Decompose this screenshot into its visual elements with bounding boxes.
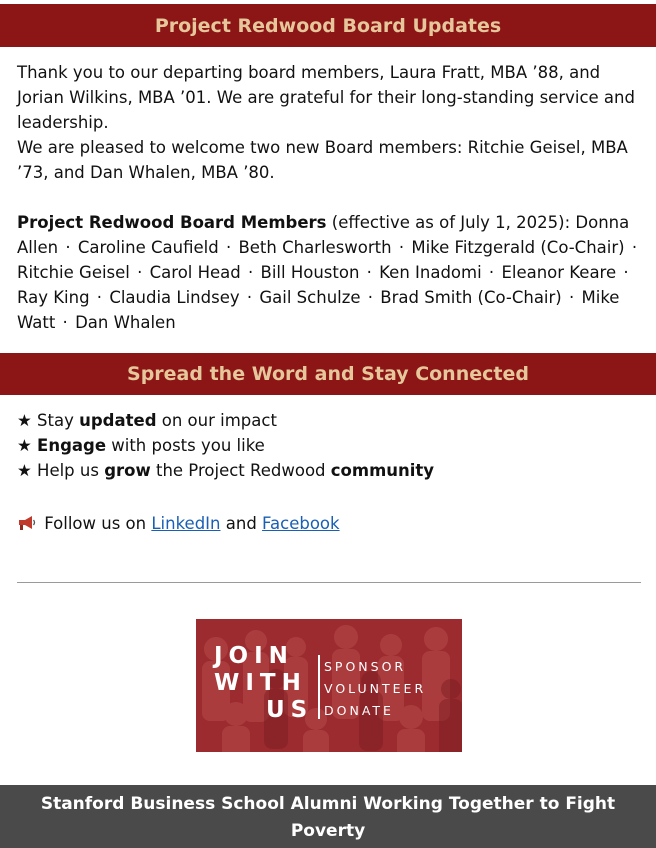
facebook-link[interactable]: Facebook [262, 514, 340, 533]
linkedin-link[interactable]: LinkedIn [151, 514, 221, 533]
connect-bullets [17, 408, 647, 483]
thanks-paragraph: Thank you to our departing board members, Laura Fratt, MBA ’88, and Jorian Wilkins, MBA ’01. We are grateful for their long-standing service and leadership. [17, 63, 635, 132]
members-paragraph [17, 210, 647, 335]
separator-dot: · [241, 288, 258, 307]
board-member-name: Ray King [17, 288, 90, 307]
bullet-bold-text: community [330, 461, 435, 480]
join-with-us-banner[interactable] [196, 619, 462, 752]
star-icon: ★ [17, 411, 32, 430]
board-member-name: Donna Allen [17, 213, 630, 257]
separator-dot: · [131, 263, 148, 282]
bullet-text: the Project Redwood [150, 461, 331, 480]
separator-dot: · [483, 263, 500, 282]
board-member-name: Mike Fitzgerald (Co-Chair) [411, 238, 625, 257]
separator-dot: · [563, 288, 580, 307]
board-member-name: Carol Head [149, 263, 241, 282]
bullet-text: with posts you like [106, 436, 265, 455]
board-member-name: Gail Schulze [259, 288, 361, 307]
join-action-sponsor: SPONSOR [324, 659, 407, 674]
board-member-name: Claudia Lindsey [109, 288, 240, 307]
board-member-name: Eleanor Keare [501, 263, 617, 282]
board-member-name: Mike Watt [17, 288, 620, 332]
join-actions-text [324, 656, 426, 722]
separator-dot: · [626, 238, 638, 257]
board-member-name: Ken Inadomi [379, 263, 482, 282]
members-heading: Project Redwood Board Members [17, 213, 327, 232]
join-action-volunteer: VOLUNTEER [324, 681, 427, 696]
board-updates-header [0, 4, 656, 47]
board-member-name: Bill Houston [260, 263, 360, 282]
follow-line [17, 511, 340, 539]
board-member-name: Beth Charlesworth [238, 238, 392, 257]
board-member-name: Ritchie Geisel [17, 263, 130, 282]
welcome-paragraph: We are pleased to welcome two new Board members: Ritchie Geisel, MBA ’73, and Dan Whalen, MBA ’80. [17, 138, 628, 182]
star-icon: ★ [17, 461, 32, 480]
follow-and: and [220, 514, 263, 533]
bullet-text: on our impact [156, 411, 277, 430]
board-member-name: Dan Whalen [75, 313, 176, 332]
bullet-bold-text: grow [104, 461, 151, 480]
bullet-text: Stay [31, 411, 80, 430]
bullet-bold-text: updated [79, 411, 157, 430]
separator-dot: · [60, 238, 76, 257]
megaphone-icon [17, 514, 39, 539]
separator-dot: · [91, 288, 108, 307]
board-updates-title: Project Redwood Board Updates [154, 14, 502, 37]
separator-dot: · [220, 238, 237, 257]
separator-dot: · [618, 263, 629, 282]
board-member-name: Caroline Caufield [77, 238, 219, 257]
footer [0, 785, 656, 848]
connect-title: Spread the Word and Stay Connected [127, 363, 529, 385]
separator-dot: · [362, 288, 379, 307]
banner-divider-bar [318, 655, 320, 719]
follow-prefix: Follow us on [39, 514, 152, 533]
separator-dot: · [361, 263, 378, 282]
bullet-item [17, 408, 647, 433]
join-word: JOIN [214, 643, 294, 669]
divider [17, 582, 641, 583]
connect-header [0, 353, 656, 395]
separator-dot: · [242, 263, 259, 282]
footer-tagline: Stanford Business School Alumni Working Together to Fight Poverty [40, 794, 616, 841]
star-icon: ★ [17, 436, 32, 455]
join-with-us-text [214, 643, 313, 724]
join-word: US [266, 697, 314, 723]
bullet-bold-text: Engage [37, 436, 107, 455]
join-action-donate: DONATE [324, 703, 394, 718]
spacer [17, 185, 647, 210]
board-member-name: Brad Smith (Co-Chair) [380, 288, 562, 307]
bullet-item [17, 458, 647, 483]
separator-dot: · [393, 238, 410, 257]
bullet-text: Help us [31, 461, 105, 480]
separator-dot: · [57, 313, 74, 332]
members-effective-date: (effective as of July 1, 2025): [326, 213, 571, 232]
board-updates-body [17, 60, 647, 335]
bullet-item [17, 433, 647, 458]
join-word: WITH [214, 670, 307, 696]
